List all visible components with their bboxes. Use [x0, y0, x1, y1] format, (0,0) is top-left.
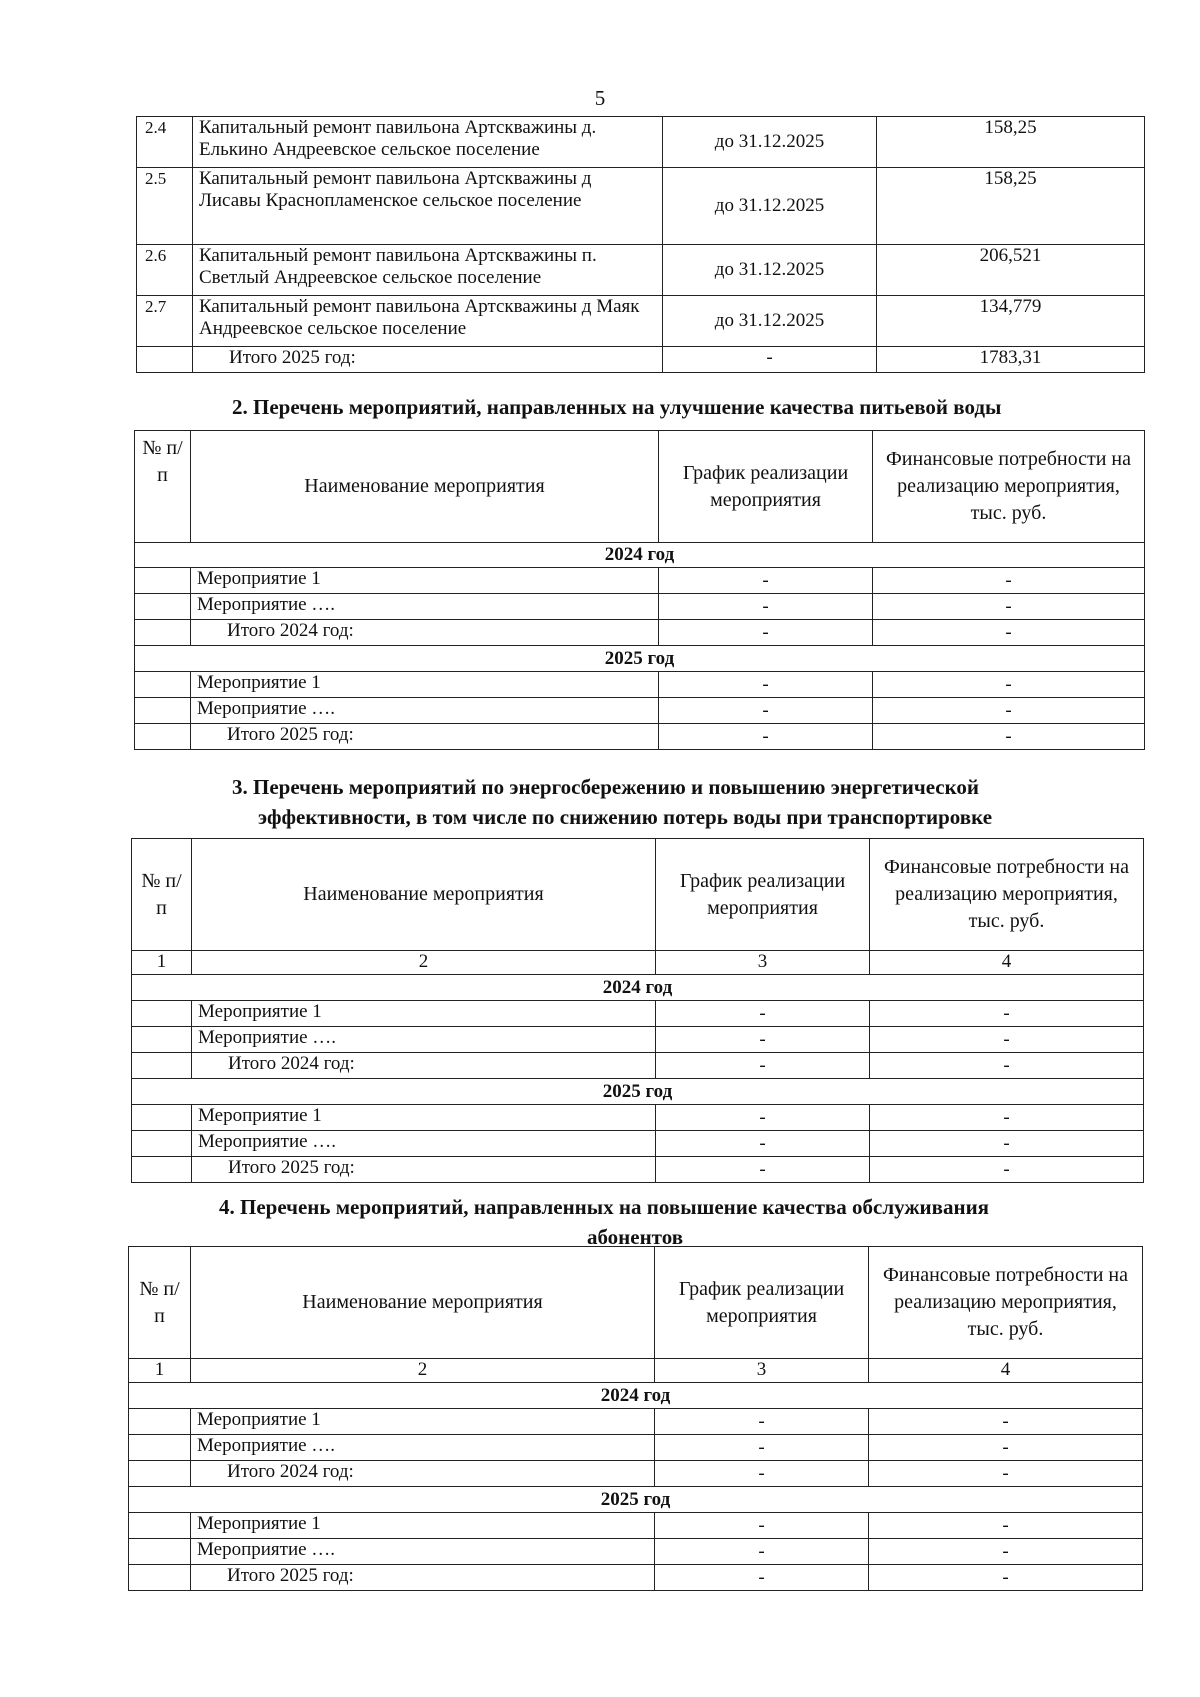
- year-row: 2025 год: [132, 1079, 1144, 1105]
- page-number: 5: [594, 86, 606, 110]
- section-4-title: 4. Перечень мероприятий, направленных на повышение качества обслуживания: [219, 1195, 990, 1219]
- year-row: 2024 год: [132, 975, 1144, 1001]
- year-row: 2024 год: [129, 1383, 1143, 1409]
- table-row: Мероприятие 1 - -: [132, 1001, 1144, 1027]
- event-name: Капитальный ремонт павильона Артскважины д Лисавы Краснопламенское сельское поселение: [193, 168, 663, 245]
- table-row: Мероприятие 1 - -: [135, 568, 1145, 594]
- total-row: Итого 2025 год: - -: [129, 1565, 1143, 1591]
- table-section-3: [131, 838, 1144, 1183]
- column-numbers-row: 1 2 3 4: [132, 951, 1144, 975]
- event-name: Капитальный ремонт павильона Артскважины п. Светлый Андреевское сельское поселение: [193, 245, 663, 296]
- total-row: Итого 2025 год: - 1783,31: [137, 347, 1145, 373]
- total-row: Итого 2025 год: - -: [132, 1157, 1144, 1183]
- table-header: № п/п Наименование мероприятия График реализации мероприятия Финансовые потребности на реализацию мероприятия, тыс. руб.: [135, 431, 1145, 543]
- table-section-4: [128, 1246, 1143, 1591]
- table-row: 2.6 Капитальный ремонт павильона Артскважины п. Светлый Андреевское сельское поселение до 31.12.2025 206,521: [137, 245, 1145, 296]
- table-row: Мероприятие 1 - -: [135, 672, 1145, 698]
- event-name: Капитальный ремонт павильона Артскважины д. Елькино Андреевское сельское поселение: [193, 117, 663, 168]
- table-section-2: [134, 430, 1145, 750]
- column-numbers-row: 1 2 3 4: [129, 1359, 1143, 1383]
- section-4-title-line2: абонентов: [586, 1225, 684, 1249]
- total-row: Итого 2024 год: - -: [135, 620, 1145, 646]
- total-row: Итого 2024 год: - -: [132, 1053, 1144, 1079]
- section-3-title: 3. Перечень мероприятий по энергосбережению и повышению энергетической: [232, 775, 980, 799]
- table-row: Мероприятие …. - -: [129, 1435, 1143, 1461]
- total-row: Итого 2024 год: - -: [129, 1461, 1143, 1487]
- event-name: Капитальный ремонт павильона Артскважины д Маяк Андреевское сельское поселение: [193, 296, 663, 347]
- year-row: 2025 год: [129, 1487, 1143, 1513]
- table-header: № п/п Наименование мероприятия График реализации мероприятия Финансовые потребности на реализацию мероприятия, тыс. руб.: [129, 1247, 1143, 1359]
- table-row: Мероприятие 1 - -: [129, 1409, 1143, 1435]
- section-3-title-line2: эффективности, в том числе по снижению потерь воды при транспортировке: [258, 805, 993, 829]
- table-row: 2.7 Капитальный ремонт павильона Артскважины д Маяк Андреевское сельское поселение до 31.12.2025 134,779: [137, 296, 1145, 347]
- table-row: Мероприятие …. - -: [132, 1027, 1144, 1053]
- table-header: № п/п Наименование мероприятия График реализации мероприятия Финансовые потребности на реализацию мероприятия, тыс. руб.: [132, 839, 1144, 951]
- table-row: Мероприятие 1 - -: [132, 1105, 1144, 1131]
- section-2-title: 2. Перечень мероприятий, направленных на улучшение качества питьевой воды: [232, 395, 1002, 419]
- year-row: 2025 год: [135, 646, 1145, 672]
- table-row: Мероприятие …. - -: [132, 1131, 1144, 1157]
- table-row: Мероприятие …. - -: [135, 594, 1145, 620]
- table-row: Мероприятие 1 - -: [129, 1513, 1143, 1539]
- year-row: 2024 год: [135, 543, 1145, 568]
- table-row: Мероприятие …. - -: [135, 698, 1145, 724]
- table-row: 2.5 Капитальный ремонт павильона Артскважины д Лисавы Краснопламенское сельское поселение до 31.12.2025 158,25: [137, 168, 1145, 245]
- table-row: Мероприятие …. - -: [129, 1539, 1143, 1565]
- table-row: 2.4 Капитальный ремонт павильона Артскважины д. Елькино Андреевское сельское поселение до 31.12.2025 158,25: [137, 117, 1145, 168]
- table-continuation: [136, 116, 1145, 373]
- total-row: Итого 2025 год: - -: [135, 724, 1145, 750]
